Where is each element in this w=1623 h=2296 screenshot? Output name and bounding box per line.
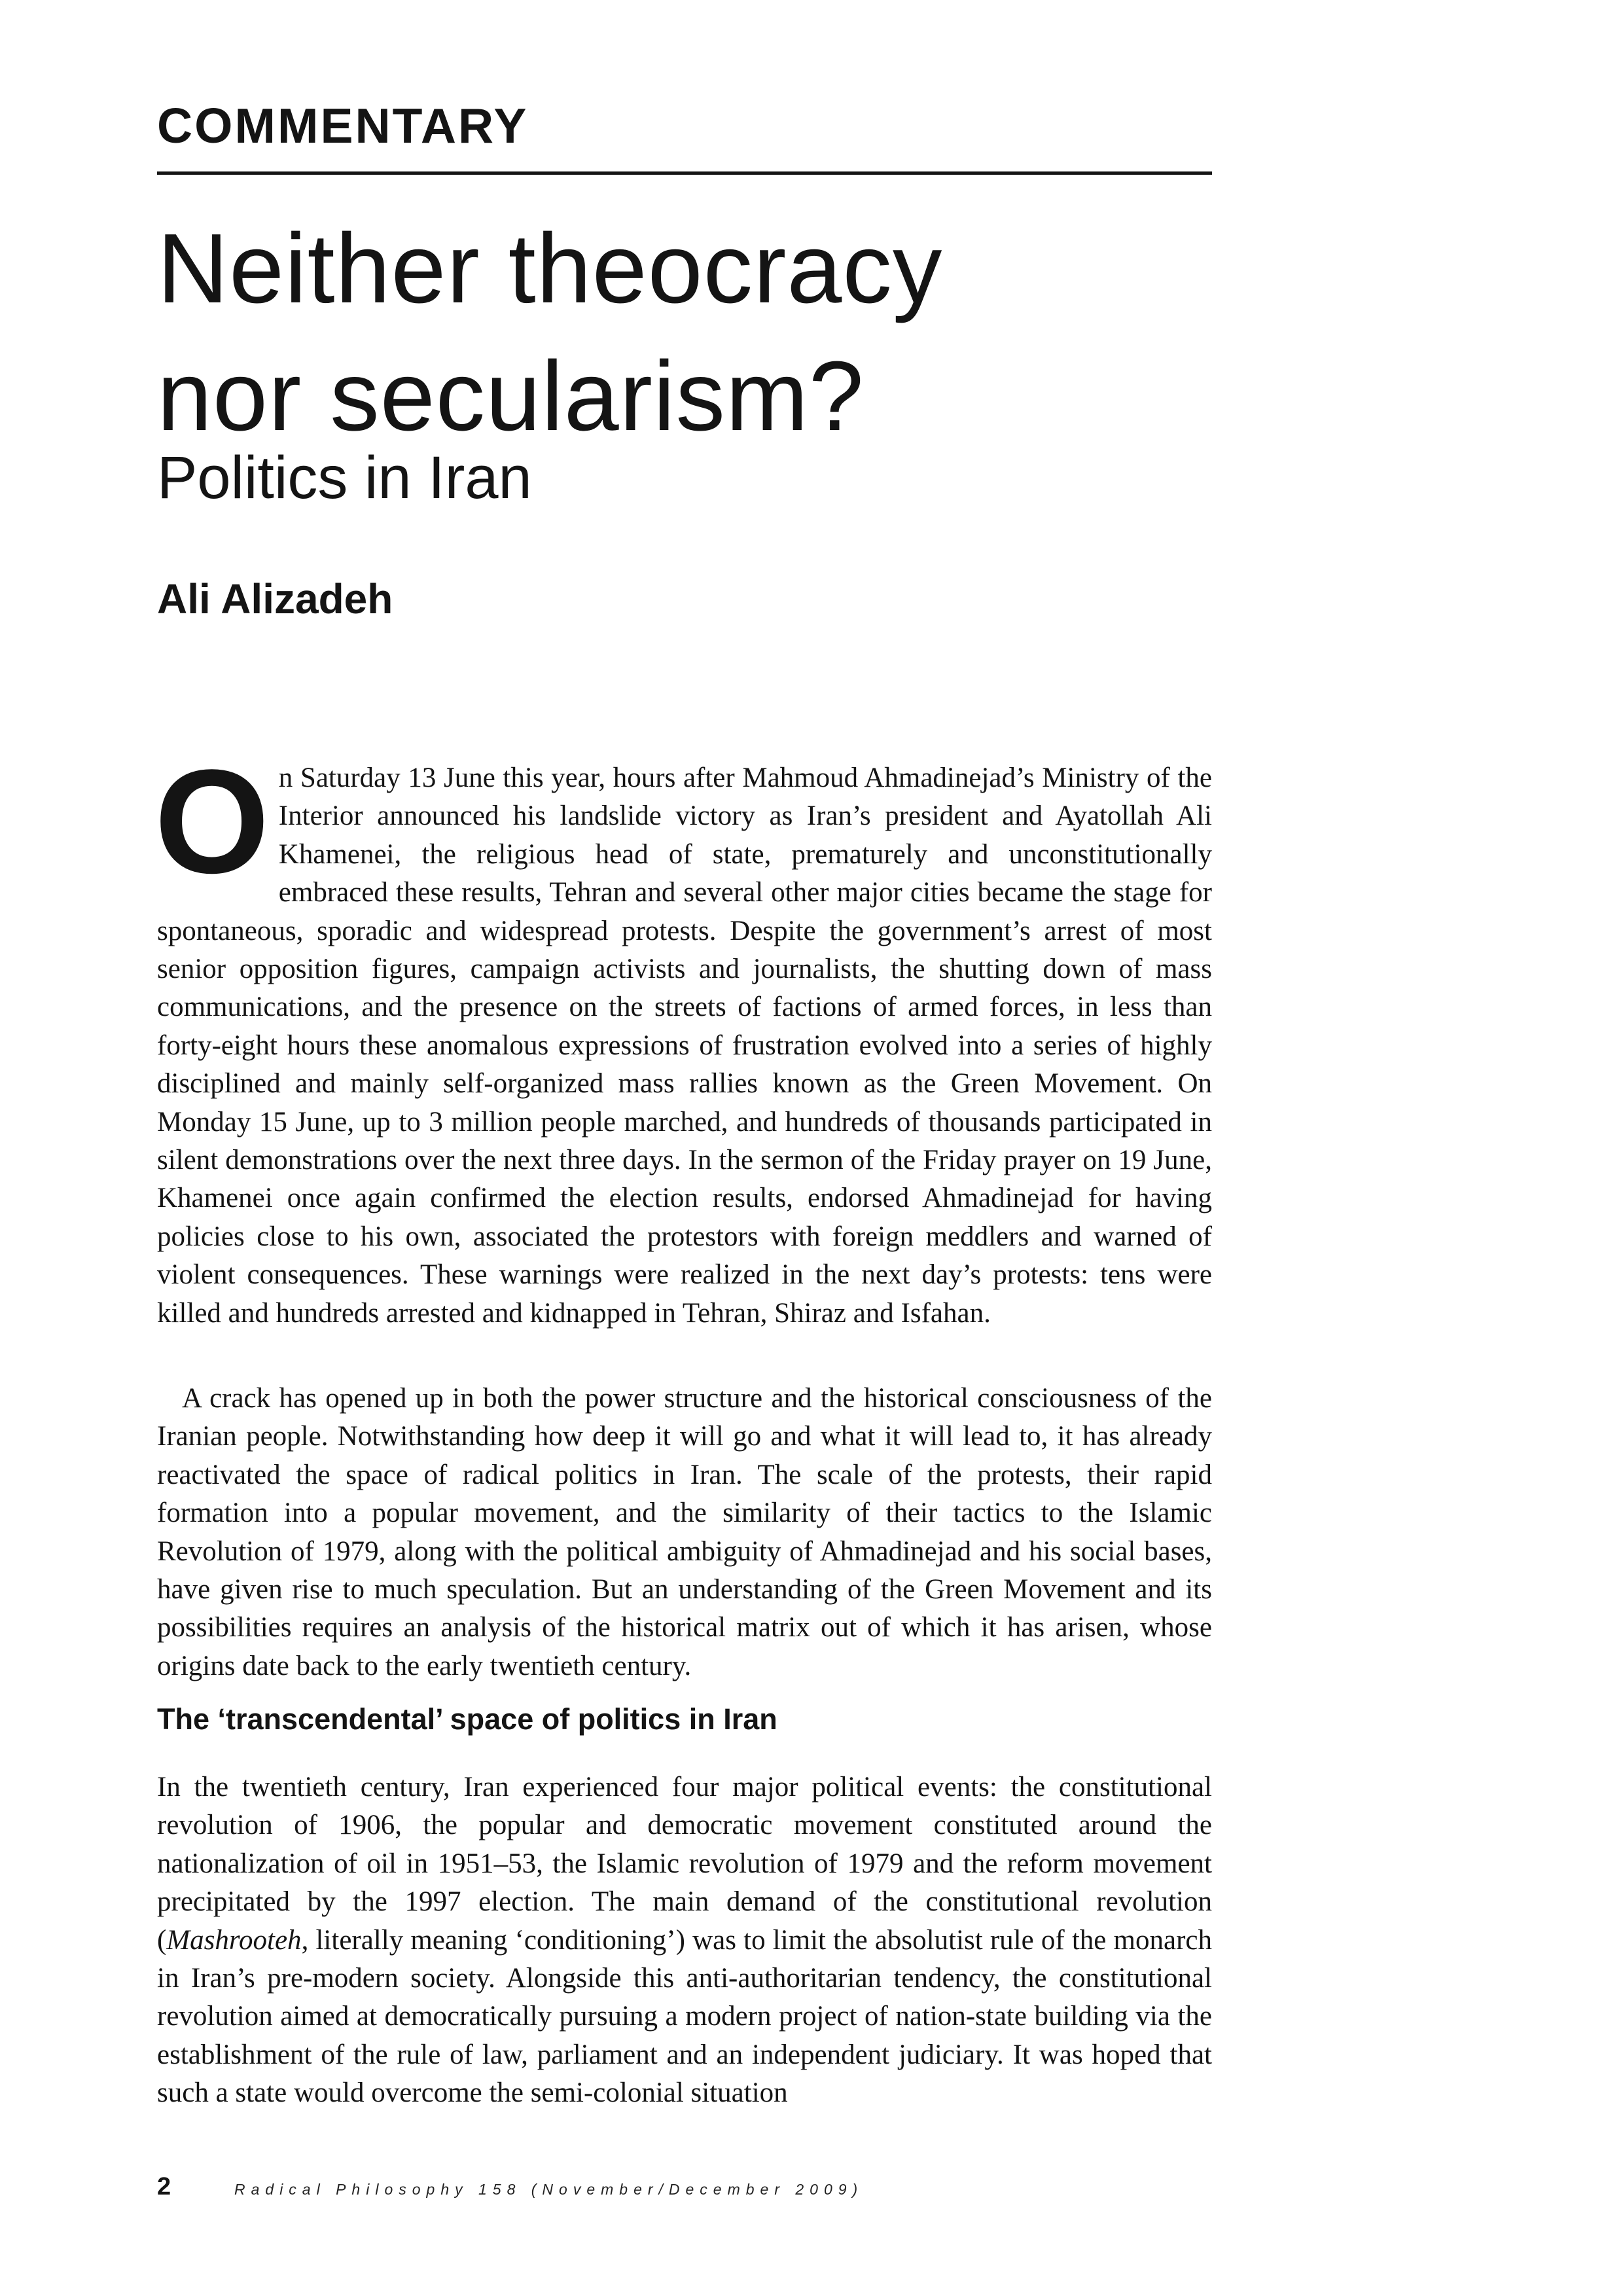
paragraph-3-text-a: In the twentieth century, Iran experienced four major political events: the constitutional revolution of 1906, the popular and democratic movement constituted around the nationalization of oil in 1951–53, the Islamic revolution of 1979 and the reform movement precipitated by the 1997 election. The main demand of the constitutional revolution ( bbox=[157, 1772, 1212, 1956]
journal-citation: Radical Philosophy 158 (November/December 2009) bbox=[234, 2181, 864, 2198]
section-label: COMMENTARY bbox=[157, 98, 529, 153]
body-paragraph-3 bbox=[157, 1768, 1212, 2113]
page-number: 2 bbox=[157, 2173, 171, 2200]
paragraph-3-text-b: , literally meaning ‘conditioning’) was to limit the absolutist rule of the monarch in Iran’s pre-modern society. Alongside this anti-authoritarian tendency, the constitutional revolution aimed at democratically pursuing a modern project of nation-state building via the establishment of the rule of law, parliament and an independent judiciary. It was hoped that such a state would overcome the semi-colonial situation bbox=[157, 1924, 1212, 2109]
author-name: Ali Alizadeh bbox=[157, 575, 393, 622]
section-divider bbox=[157, 171, 1212, 175]
article-subtitle: Politics in Iran bbox=[157, 444, 532, 511]
drop-cap: O bbox=[154, 738, 270, 904]
paragraph-1-text: n Saturday 13 June this year, hours after Mahmoud Ahmadinejad’s Ministry of the Interior announced his landslide victory as Iran’s president and Ayatollah Ali Khamenei, the religious head of state, prematurely and unconstitutionally embraced these results, Tehran and several other major cities became the stage for spontaneous, sporadic and widespread protests. Despite the government’s arrest of most senior opposition figures, campaign activists and journalists, the shutting down of mass communications, and the presence on the streets of factions of armed forces, in less than forty-eight hours these anomalous expressions of frustration evolved into a series of highly disciplined and mainly self-organized mass rallies known as the Green Movement. On Monday 15 June, up to 3 million people marched, and hundreds of thousands participated in silent demonstrations over the next three days. In the sermon of the Friday prayer on 19 June, Khamenei once again confirmed the election results, endorsed Ahmadinejad for having policies close to his own, associated the protestors with foreign meddlers and warned of violent consequences. These warnings were realized in the next day’s protests: tens were killed and hundreds arrested and kidnapped in Tehran, Shiraz and Isfahan. bbox=[157, 762, 1212, 1329]
italic-term: Mashrooteh bbox=[166, 1924, 302, 1956]
page-footer bbox=[157, 2174, 1212, 2199]
body-paragraph-2: A crack has opened up in both the power structure and the historical consciousness of the Iranian people. Notwithstanding how deep it will go and what it will lead to, it has already reactivated the space of radical politics in Iran. The scale of the protests, their rapid formation into a popular movement, and the similarity of their tactics to the Islamic Revolution of 1979, along with the political ambiguity of Ahmadinejad and his social bases, have given rise to much speculation. But an understanding of the Green Movement and its possibilities requires an analysis of the historical matrix out of which it has arisen, whose origins date back to the early twentieth century. bbox=[157, 1383, 1212, 1681]
body-paragraph-1 bbox=[154, 738, 1212, 1333]
section-heading: The ‘transcendental’ space of politics in Iran bbox=[157, 1702, 777, 1736]
article-title bbox=[157, 204, 1212, 459]
title-line-1: Neither theocracy bbox=[157, 213, 943, 323]
title-line-2: nor secularism? bbox=[157, 340, 865, 451]
